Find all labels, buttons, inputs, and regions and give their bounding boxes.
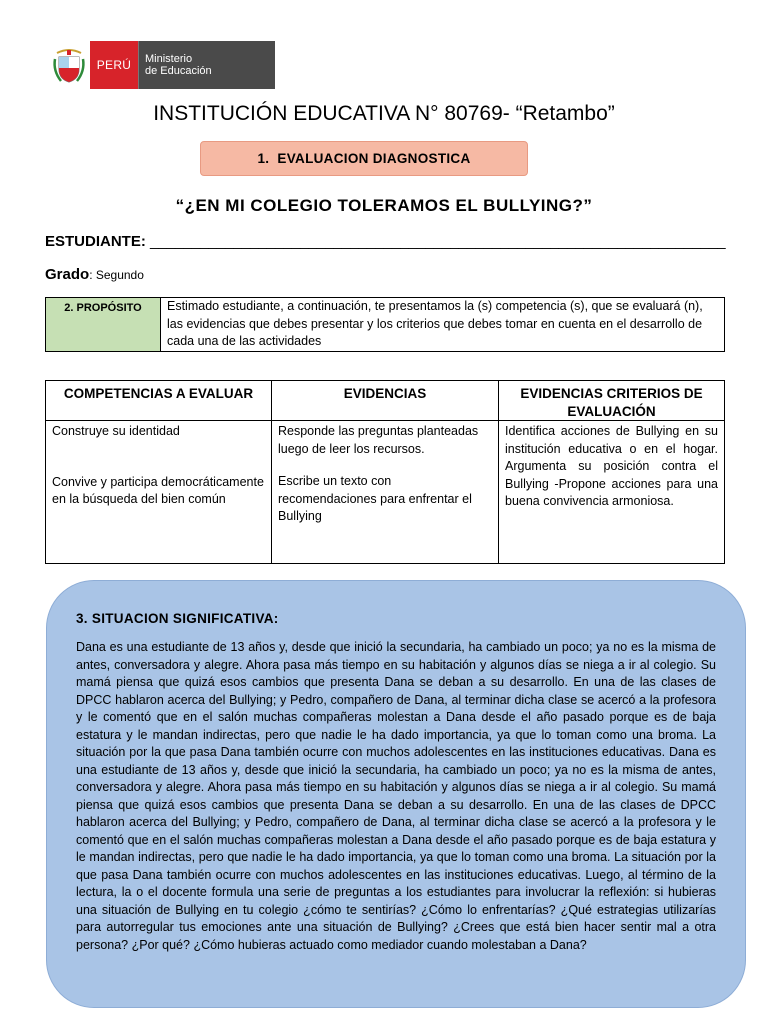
situation-title: 3. SITUACION SIGNIFICATIVA: xyxy=(76,611,279,626)
grade-label: Grado xyxy=(45,266,90,283)
grade-value: : Segundo xyxy=(89,268,144,282)
main-question: “¿EN MI COLEGIO TOLERAMOS EL BULLYING?” xyxy=(175,196,593,215)
evaluation-title-box xyxy=(200,141,528,176)
logo-country-label: PERÚ xyxy=(90,41,138,89)
table-cell: Convive y participa democráticamente en la búsqueda del bien común xyxy=(52,474,264,506)
purpose-text: Estimado estudiante, a continuación, te presentamos la (s) competencia (s), que se evaluará (n), las evidencias que debes presentar y los criterios que debes tomar en cuenta en el desarrollo de cada una de las actividades xyxy=(167,299,703,348)
coat-of-arms-icon xyxy=(48,41,90,89)
table-cell: Construye su identidad xyxy=(52,424,180,438)
student-field xyxy=(45,233,726,250)
logo-ministry-line2: de Educación xyxy=(145,65,212,77)
logo-ministry-line1: Ministerio xyxy=(145,53,193,65)
evaluation-title: 1. EVALUACION DIAGNOSTICA xyxy=(257,151,471,166)
competencies-column xyxy=(46,381,272,563)
logo-ministry-label xyxy=(138,41,275,89)
competencies-table xyxy=(45,380,725,564)
table-header: EVIDENCIAS xyxy=(272,381,498,421)
student-blank-line: _____________________________________________________________________ xyxy=(145,233,726,250)
criteria-column xyxy=(499,381,724,563)
table-cell: Responde las preguntas planteadas luego de leer los recursos. xyxy=(278,424,479,456)
purpose-label: 2. PROPÓSITO xyxy=(46,298,161,351)
table-header: COMPETENCIAS A EVALUAR xyxy=(46,381,271,421)
institution-title: INSTITUCIÓN EDUCATIVA N° 80769- “Retambo” xyxy=(153,102,615,125)
purpose-table xyxy=(45,297,725,352)
table-cell: Identifica acciones de Bullying en su institución educativa o en el hogar. Argumenta su posición contra el Bullying -Propone acciones para una buena convivencia armoniosa. xyxy=(505,424,718,508)
minedu-logo xyxy=(48,41,275,89)
evidences-column xyxy=(272,381,499,563)
situation-text: Dana es una estudiante de 13 años y, desde que inició la secundaria, ha cambiado un poco; ya no es la misma de antes, conversadora y alegre. Ahora pasa más tiempo en su habitación y algunos días se niega a ir al colegio. Su mamá piensa que quizá esos cambios que presenta Dana se deban a su desarrollo. En una de las clases de DPCC hablaron acerca del Bullying; y Pedro, compañero de Dana, al terminar dicha clase se acercó a la profesora y le comentó que en el salón muchas compañeras molestan a Dana desde el año pasado porque es de baja estatura y le mandan indirectas, pero que nadie le ha dado importancia, ya que lo toman como una broma. La situación por la que pasa Dana también ocurre con muchos adolescentes en las instituciones educativas. Dana es una estudiante de 13 años y, desde que inició la secundaria, ha cambiado un poco; ya no es la misma de antes, conversadora y alegre. Ahora pasa más tiempo en su habitación y algunos días se niega a ir al colegio. Su mamá piensa que quizá esos cambios que presenta Dana se deban a su desarrollo. En una de las clases de DPCC hablaron acerca del Bullying; y Pedro, compañero de Dana, al terminar dicha clase se acercó a la profesora y le comentó que en el salón muchas compañeras molestan a Dana desde el año pasado porque es de baja estatura y le mandan indirectas, pero que nadie le ha dado importancia, ya que lo toman como una broma. La situación por la que pasa Dana también ocurre con muchos adolescentes en las instituciones educativas. Luego, al término de la lectura, la o el docente formula una serie de preguntas a los estudiantes para involucrar la reflexión: si hubieras una situación de Bullying en tu colegio ¿cómo te sentirías? ¿Cómo lo enfrentarías? ¿Qué estrategias utilizarías para autorregular tus emociones ante una situación de Bullying? ¿Crees que está bien hacer sentir mal a otra persona? ¿Por qué? ¿Cómo hubieras actuado como mediador cuando molestaban a Dana? xyxy=(76,640,716,952)
table-cell: Escribe un texto con recomendaciones para enfrentar el Bullying xyxy=(278,474,472,523)
student-label: ESTUDIANTE: xyxy=(45,233,146,250)
table-header: EVIDENCIAS CRITERIOS DE EVALUACIÓN xyxy=(499,381,724,421)
situation-panel xyxy=(46,580,746,1008)
grade-field xyxy=(45,266,144,283)
